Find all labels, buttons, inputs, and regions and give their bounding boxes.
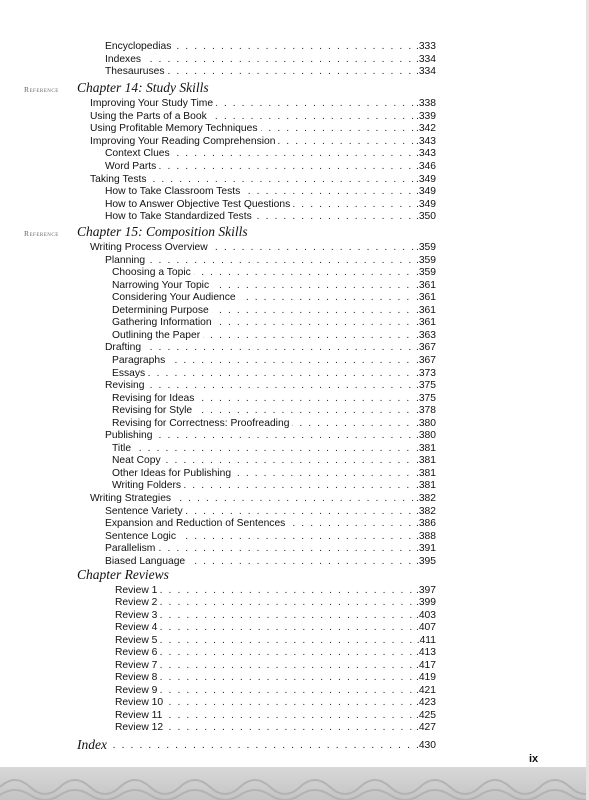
entry-title: Writing Strategies [90, 492, 174, 505]
entry-title: Essays [112, 367, 148, 380]
toc-entry [0, 198, 589, 211]
entry-page-number: .382 [415, 505, 436, 517]
entry-page-number: .363 [415, 329, 436, 341]
entry-title: Review 12 [115, 721, 166, 734]
entry-title: Word Parts [105, 160, 159, 173]
entry-page-number: .349 [415, 186, 436, 198]
entry-page-number: .425 [415, 709, 436, 721]
toc-entry [0, 634, 589, 647]
dot-leader [115, 634, 434, 647]
entry-title: Review 8 [115, 671, 160, 684]
toc-entry [0, 555, 589, 568]
dot-leader [115, 596, 434, 609]
entry-page-number: .388 [415, 530, 436, 542]
entry-title: Review 4 [115, 621, 160, 634]
entry-page-number: .381 [415, 480, 436, 492]
entry-page-number: .381 [415, 442, 436, 454]
entry-page-number: .381 [415, 455, 436, 467]
entry-page-number: .367 [415, 342, 436, 354]
entry-title: Determining Purpose [112, 304, 212, 317]
entry-title: How to Take Classroom Tests [105, 185, 243, 198]
dot-leader [105, 379, 434, 392]
toc-entry [0, 135, 589, 148]
entry-title: Writing Folders [112, 479, 184, 492]
toc-entry [0, 696, 589, 709]
dot-leader [105, 341, 434, 354]
entry-title: Taking Tests [90, 173, 149, 186]
entry-title: Review 1 [115, 584, 160, 597]
toc-entry [0, 367, 589, 380]
entry-page-number: .381 [415, 467, 436, 479]
toc-entry [0, 254, 589, 267]
entry-page-number: .399 [415, 597, 436, 609]
dot-leader [115, 646, 434, 659]
entry-page-number: .334 [415, 66, 436, 78]
entry-title: Review 7 [115, 659, 160, 672]
dot-leader [115, 609, 434, 622]
entry-title: Other Ideas for Publishing [112, 467, 234, 480]
entry-page-number: .350 [415, 211, 436, 223]
entry-page-number: .339 [415, 110, 436, 122]
entry-page-number: .367 [415, 354, 436, 366]
toc-entry [0, 659, 589, 672]
toc-entry [0, 392, 589, 405]
entry-page-number: .378 [415, 405, 436, 417]
entry-title: Review 5 [115, 634, 160, 647]
toc-entry [0, 596, 589, 609]
entry-page-number: .417 [415, 659, 436, 671]
toc-entry [0, 241, 589, 254]
entry-page-number: .413 [415, 647, 436, 659]
toc-entry [0, 147, 589, 160]
dot-leader [115, 684, 434, 697]
index-heading: Index [77, 737, 111, 753]
chapter-15-heading: Chapter 15: Composition Skills [77, 224, 248, 239]
entry-page-number: .338 [415, 98, 436, 109]
reference-tag-ch14: Reference [24, 85, 59, 94]
entry-page-number: .395 [415, 555, 436, 567]
entry-title: Expansion and Reduction of Sentences [105, 517, 288, 530]
dot-leader [77, 739, 434, 752]
toc-entry [0, 584, 589, 597]
entry-title: Revising for Ideas [112, 392, 197, 405]
dot-leader [115, 659, 434, 672]
entry-title: Revising for Correctness: Proofreading [112, 417, 292, 430]
entry-title: Biased Language [105, 555, 188, 568]
toc-entry [0, 266, 589, 279]
toc-entry [0, 110, 589, 123]
entry-title: Review 2 [115, 596, 160, 609]
toc-entry [0, 379, 589, 392]
entry-page-number: .346 [415, 161, 436, 172]
toc-entry [0, 53, 589, 66]
entry-page-number: .423 [415, 697, 436, 709]
entry-title: Context Clues [105, 147, 173, 160]
toc-entry [0, 210, 589, 223]
toc-entry [0, 65, 589, 78]
dot-leader [112, 442, 434, 455]
entry-page-number: .411 [416, 634, 436, 646]
dot-leader [115, 621, 434, 634]
entry-page-number: .380 [415, 430, 436, 442]
entry-title: How to Take Standardized Tests [105, 210, 255, 223]
toc-entry [0, 40, 589, 53]
entry-title: Using the Parts of a Book [90, 110, 210, 123]
entry-title: Improving Your Reading Comprehension [90, 135, 278, 148]
entry-page-number: .361 [415, 317, 436, 329]
chapter-14-heading: Chapter 14: Study Skills [77, 80, 209, 95]
toc-entry [0, 542, 589, 555]
toc-entry [0, 621, 589, 634]
dot-leader [115, 584, 434, 597]
entry-page-number: .397 [415, 585, 436, 596]
toc-entry [0, 404, 589, 417]
wave-pattern-icon [0, 767, 589, 800]
entry-title: Thesauruses [105, 65, 168, 78]
dot-leader [105, 53, 434, 66]
entry-page-number: .375 [415, 380, 436, 392]
toc-entry [0, 316, 589, 329]
toc-entry [0, 517, 589, 530]
entry-page-number: .343 [415, 148, 436, 160]
entry-title: Sentence Logic [105, 530, 179, 543]
toc-entry [0, 671, 589, 684]
entry-page-number: .361 [415, 279, 436, 291]
entry-title: Choosing a Topic [112, 266, 194, 279]
toc-entry [0, 341, 589, 354]
toc-entry [0, 609, 589, 622]
toc-entry [0, 467, 589, 480]
footer-wave-band [0, 767, 589, 800]
entry-title: Gathering Information [112, 316, 215, 329]
toc-entry [0, 354, 589, 367]
entry-title: Sentence Variety [105, 505, 186, 518]
entry-page-number: .382 [415, 493, 436, 504]
entry-title: Drafting [105, 341, 144, 354]
entry-title: Neat Copy [112, 454, 164, 467]
toc-entry [0, 442, 589, 455]
entry-page-number: .359 [415, 242, 436, 253]
entry-title: Planning [105, 254, 148, 267]
toc-entry [0, 417, 589, 430]
entry-title: Parallelism [105, 542, 158, 555]
entry-title: Review 10 [115, 696, 166, 709]
toc-entry [0, 279, 589, 292]
entry-page-number: .343 [415, 135, 436, 147]
toc-entry [0, 454, 589, 467]
entry-page-number: .349 [415, 198, 436, 210]
toc-entry [0, 185, 589, 198]
toc-entry [0, 160, 589, 173]
entry-page-number: .419 [415, 672, 436, 684]
entry-title: Writing Process Overview [90, 241, 211, 254]
toc-entry [0, 429, 589, 442]
toc-entry [0, 479, 589, 492]
entry-title: Using Profitable Memory Techniques [90, 122, 261, 135]
entry-page-number: .359 [415, 267, 436, 279]
entry-page-number: .334 [415, 53, 436, 65]
entry-page-number: .342 [415, 123, 436, 135]
reference-tag-ch15: Reference [24, 229, 59, 238]
toc-entry [0, 97, 589, 110]
chapter-reviews-heading: Chapter Reviews [77, 567, 169, 582]
dot-leader [105, 254, 434, 267]
entry-page-number: .403 [415, 609, 436, 621]
entry-title: Title [112, 442, 134, 455]
entry-page-number: .421 [415, 684, 436, 696]
entry-page-number: .375 [415, 392, 436, 404]
entry-page-number: .361 [415, 304, 436, 316]
entry-page-number: .349 [415, 173, 436, 185]
entry-page-number: .386 [415, 518, 436, 530]
page-folio: ix [529, 753, 539, 765]
entry-title: Encyclopedias [105, 40, 174, 53]
entry-title: Revising [105, 379, 148, 392]
toc-entry [0, 173, 589, 186]
toc-entry [0, 684, 589, 697]
entry-page-number: .359 [415, 254, 436, 266]
toc-entry [0, 709, 589, 722]
entry-page-number: .427 [415, 721, 436, 733]
entry-page-number: .361 [415, 292, 436, 304]
entry-title: Revising for Style [112, 404, 195, 417]
index-page-number: .430 [415, 740, 436, 751]
entry-title: Paragraphs [112, 354, 168, 367]
toc-entry [0, 304, 589, 317]
entry-title: Narrowing Your Topic [112, 279, 212, 292]
entry-title: How to Answer Objective Test Questions [105, 198, 293, 211]
entry-title: Review 9 [115, 684, 160, 697]
toc-entry [0, 291, 589, 304]
entry-title: Review 11 [115, 709, 165, 722]
toc-entry [0, 721, 589, 734]
entry-title: Improving Your Study Time [90, 97, 216, 110]
dot-leader [112, 367, 434, 380]
entry-title: Review 3 [115, 609, 160, 622]
toc-entry [0, 505, 589, 518]
entry-title: Publishing [105, 429, 156, 442]
toc-entry [0, 492, 589, 505]
toc-entry [0, 530, 589, 543]
dot-leader [115, 671, 434, 684]
entry-title: Indexes [105, 53, 144, 66]
toc-entry [0, 646, 589, 659]
entry-title: Outlining the Paper [112, 329, 203, 342]
entry-page-number: .333 [415, 41, 436, 52]
toc-entry [0, 122, 589, 135]
entry-page-number: .373 [415, 367, 436, 379]
toc-entry-index [0, 737, 589, 753]
toc-entry [0, 329, 589, 342]
entry-page-number: .380 [415, 417, 436, 429]
entry-title: Considering Your Audience [112, 291, 239, 304]
entry-page-number: .391 [415, 543, 436, 555]
entry-page-number: .407 [415, 622, 436, 634]
entry-title: Review 6 [115, 646, 160, 659]
